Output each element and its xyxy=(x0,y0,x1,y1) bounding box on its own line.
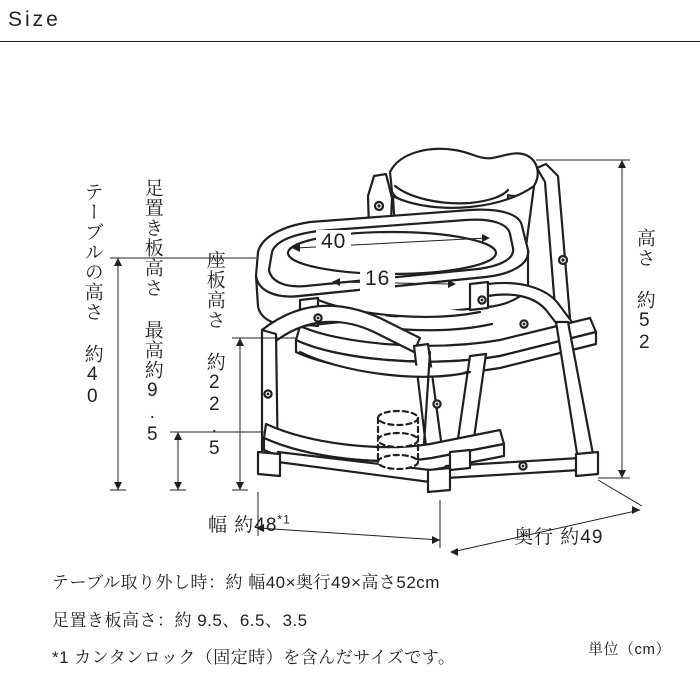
arrow-total-height-top xyxy=(618,160,626,168)
arrow-16-right xyxy=(448,280,456,288)
arrow-table-height-top xyxy=(114,258,122,266)
arrow-seat-bottom xyxy=(236,482,244,490)
arrow-depth-right xyxy=(632,506,640,514)
arrow-table-height-bottom xyxy=(114,482,122,490)
inner-width-top-label: 40 xyxy=(316,230,351,254)
seat-height-label: 座板高さ 約22.5 xyxy=(203,250,225,460)
footrest-height-label: 足置き板高さ 最高約9.5 xyxy=(141,178,163,446)
total-height-label: 高さ 約52 xyxy=(633,228,655,354)
width-label xyxy=(208,510,291,537)
arrow-40-left xyxy=(292,244,300,252)
width-footnote-mark: *1 xyxy=(277,512,291,527)
note-line-2: 足置き板高さ：約 9.5、6.5、3.5 xyxy=(52,611,308,630)
inner-width-bottom-label: 16 xyxy=(360,267,395,291)
arrow-footrest-top xyxy=(174,432,182,440)
page-title: Size xyxy=(8,8,61,31)
arrow-depth-left xyxy=(450,548,458,556)
arrow-40-right xyxy=(482,234,490,242)
note-line-3: *1 カンタンロック（固定時）を含んだサイズです。 xyxy=(52,648,456,667)
arrow-16-left xyxy=(332,278,340,286)
arrow-width-right xyxy=(432,536,440,544)
arrow-total-height-bottom xyxy=(618,470,626,478)
depth-label: 奥行 約49 xyxy=(514,527,604,548)
table-height-label: テーブルの高さ 約40 xyxy=(81,182,103,408)
width-label-text: 幅 約48 xyxy=(208,515,278,536)
arrow-footrest-bottom xyxy=(174,482,182,490)
unit-label: 単位（cm） xyxy=(588,641,671,658)
note-line-1: テーブル取り外し時：約 幅40×奥行49×高さ52cm xyxy=(52,573,440,592)
arrow-seat-top xyxy=(236,338,244,346)
